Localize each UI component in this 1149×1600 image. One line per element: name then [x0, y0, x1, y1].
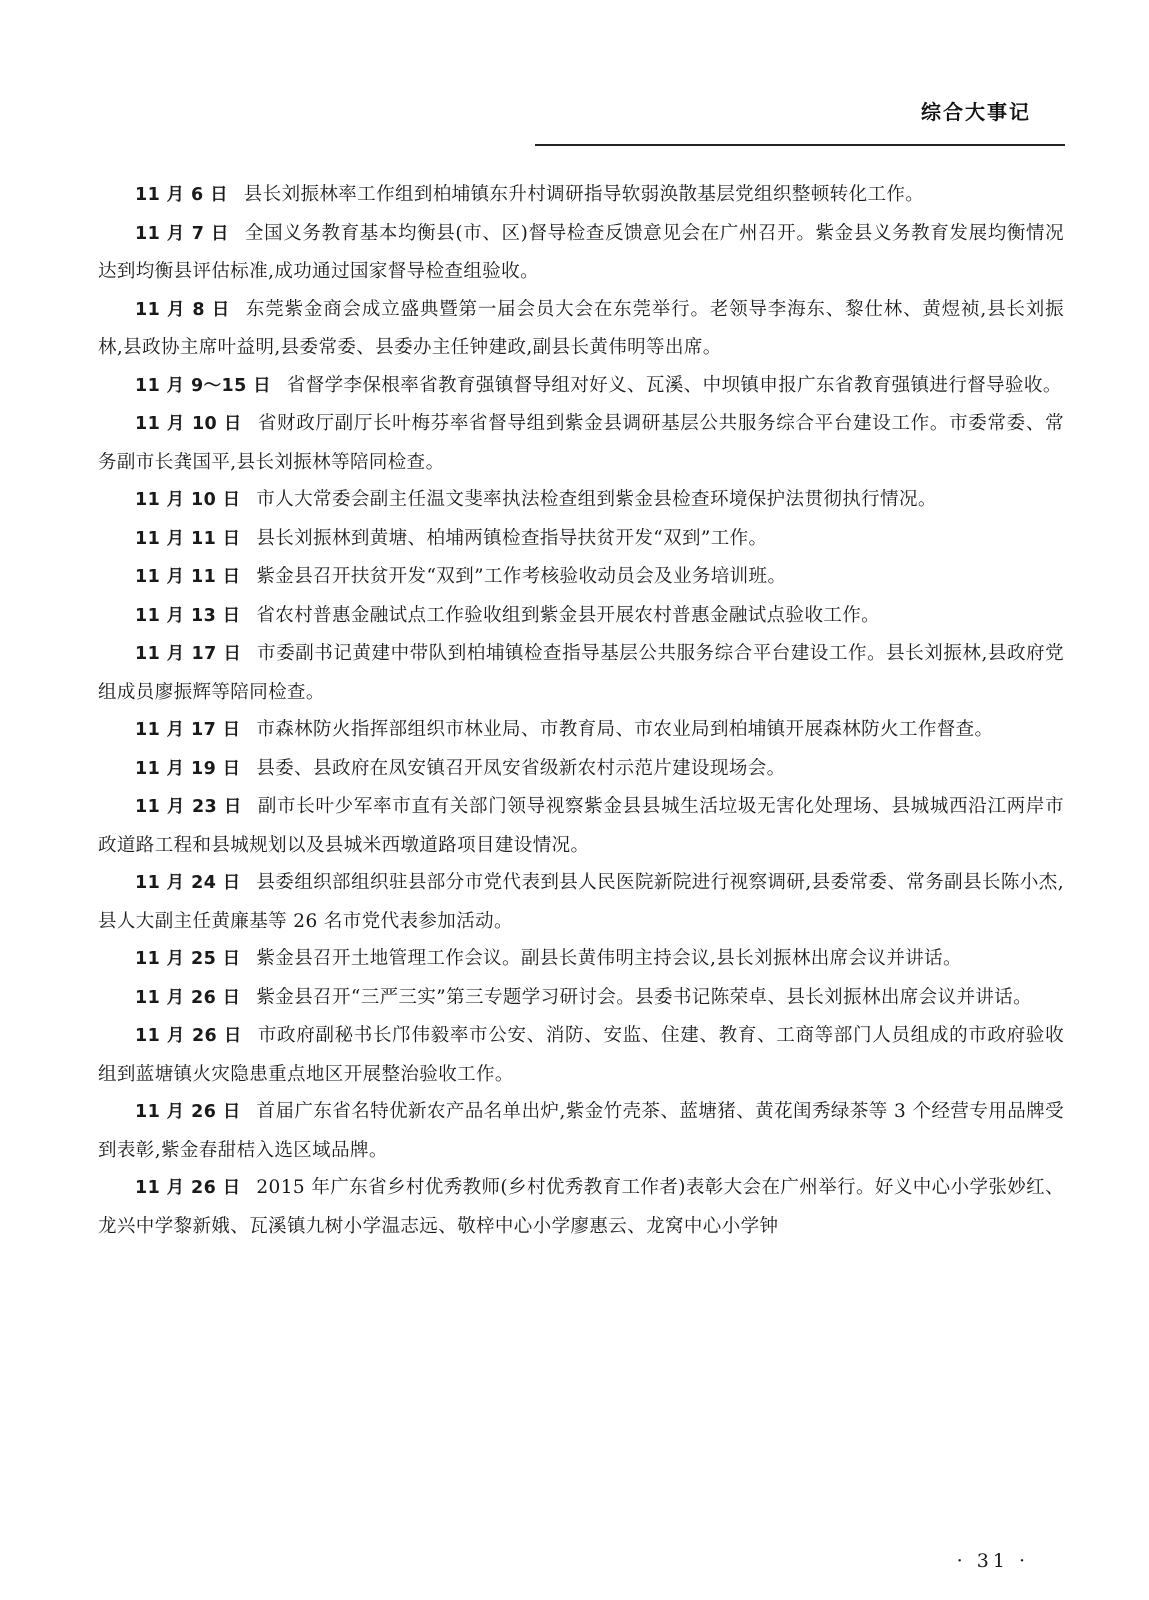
chronicle-entry: [98, 635, 1064, 711]
running-header-title: 综合大事记: [921, 100, 1031, 124]
chronicle-entry: [98, 940, 1064, 979]
entry-date: 11 月 11 日: [135, 567, 241, 587]
entry-text: 紫金县召开土地管理工作会议。副县长黄伟明主持会议,县长刘振林出席会议并讲话。: [256, 948, 962, 969]
entry-date: 11 月 25 日: [135, 949, 241, 969]
entry-date: 11 月 6 日: [135, 185, 229, 205]
chronicle-entry: [98, 750, 1064, 789]
entry-date: 11 月 13 日: [135, 605, 241, 626]
chronicle-entry: [98, 1169, 1064, 1245]
entry-text: 副市长叶少军率市直有关部门领导视察紫金县县城生活垃圾无害化处理场、县城城西沿江两岸市政道路工程和县城规划以及县城米西墩道路项目建设情况。: [98, 796, 1064, 856]
entry-text: 紫金县召开“三严三实”第三专题学习研讨会。县委书记陈荣卓、县长刘振林出席会议并讲话。: [256, 986, 1033, 1008]
chronicle-entries: [98, 176, 1064, 1245]
entry-date: 11 月 24 日: [135, 873, 241, 893]
entry-date: 11 月 7 日: [135, 223, 230, 244]
entry-text: 市政府副秘书长邝伟毅率市公安、消防、安监、住建、教育、工商等部门人员组成的市政府验收组到蓝塘镇火灾隐患重点地区开展整治验收工作。: [98, 1025, 1064, 1085]
entry-text: 省督学李保根率省教育强镇督导组对好义、瓦溪、中坝镇申报广东省教育强镇进行督导验收。: [286, 374, 1062, 396]
entry-date: 11 月 26 日: [135, 1026, 243, 1046]
entry-text: 市人大常委会副主任温文斐率执法检查组到紫金县检查环境保护法贯彻执行情况。: [256, 489, 937, 510]
chronicle-entry: [98, 367, 1064, 406]
entry-date: 11 月 11 日: [135, 528, 241, 549]
entry-text: 省财政厅副厅长叶梅芬率省督导组到紫金县调研基层公共服务综合平台建设工作。市委常委、常务副市长龚国平,县长刘振林等陪同检查。: [98, 413, 1064, 473]
entry-text: 首届广东省名特优新农产品名单出炉,紫金竹壳茶、蓝塘猪、黄花闺秀绿茶等 3 个经营专用品牌受到表彰,紫金春甜桔入选区域品牌。: [98, 1101, 1064, 1161]
entry-date: 11 月 19 日: [135, 758, 241, 779]
entry-text: 2015 年广东省乡村优秀教师(乡村优秀教育工作者)表彰大会在广州举行。好义中心小学张妙红、龙兴中学黎新娥、瓦溪镇九树小学温志远、敬梓中心小学廖惠云、龙窝中心小学钟: [98, 1177, 1064, 1237]
chronicle-entry: [98, 558, 1064, 597]
entry-date: 11 月 26 日: [135, 1102, 241, 1122]
entry-date: 11 月 9～15 日: [135, 375, 272, 396]
entry-date: 11 月 26 日: [135, 987, 241, 1008]
page-number: · 31 ·: [956, 1550, 1029, 1572]
entry-text: 县长刘振林率工作组到柏埔镇东升村调研指导软弱涣散基层党组织整顿转化工作。: [243, 184, 925, 205]
chronicle-entry: [98, 520, 1064, 559]
chronicle-entry: [98, 1017, 1064, 1093]
chronicle-entry: [98, 788, 1064, 864]
chronicle-entry: [98, 176, 1064, 215]
entry-date: 11 月 10 日: [135, 490, 241, 510]
entry-text: 东莞紫金商会成立盛典暨第一届会员大会在东莞举行。老领导李海东、黎仕林、黄煜祯,县长刘振林,县政协主席叶益明,县委常委、县委办主任钟建政,副县长黄伟明等出席。: [98, 298, 1064, 358]
chronicle-entry: [98, 405, 1064, 481]
chronicle-entry: [98, 1093, 1064, 1169]
entry-date: 11 月 10 日: [135, 414, 243, 434]
entry-text: 县委组织部组织驻县部分市党代表到县人民医院新院进行视察调研,县委常委、常务副县长陈小杰,县人大副主任黄廉基等 26 名市党代表参加活动。: [98, 872, 1064, 932]
entry-text: 市委副书记黄建中带队到柏埔镇检查指导基层公共服务综合平台建设工作。县长刘振林,县政府党组成员廖振辉等陪同检查。: [98, 643, 1064, 703]
entry-text: 省农村普惠金融试点工作验收组到紫金县开展农村普惠金融试点验收工作。: [256, 604, 881, 626]
chronicle-entry: [98, 597, 1064, 636]
header-rule: [535, 144, 1065, 146]
entry-text: 全国义务教育基本均衡县(市、区)督导检查反馈意见会在广州召开。紫金县义务教育发展均衡情况达到均衡县评估标准,成功通过国家督导检查组验收。: [98, 222, 1064, 282]
entry-date: 11 月 26 日: [135, 1178, 241, 1198]
chronicle-entry: [98, 215, 1064, 291]
chronicle-entry: [98, 481, 1064, 520]
entry-text: 市森林防火指挥部组织市林业局、市教育局、市农业局到柏埔镇开展森林防火工作督查。: [256, 719, 994, 740]
entry-date: 11 月 17 日: [135, 644, 242, 664]
chronicle-entry: [98, 979, 1064, 1018]
entry-text: 县委、县政府在凤安镇召开凤安省级新农村示范片建设现场会。: [256, 757, 786, 779]
entry-date: 11 月 17 日: [135, 720, 241, 740]
chronicle-entry: [98, 711, 1064, 750]
chronicle-entry: [98, 864, 1064, 940]
entry-date: 11 月 8 日: [135, 299, 231, 320]
chronicle-entry: [98, 291, 1064, 367]
entry-text: 县长刘振林到黄塘、柏埔两镇检查指导扶贫开发“双到”工作。: [256, 527, 768, 549]
entry-text: 紫金县召开扶贫开发“双到”工作考核验收动员会及业务培训班。: [256, 566, 787, 587]
entry-date: 11 月 23 日: [135, 797, 243, 817]
